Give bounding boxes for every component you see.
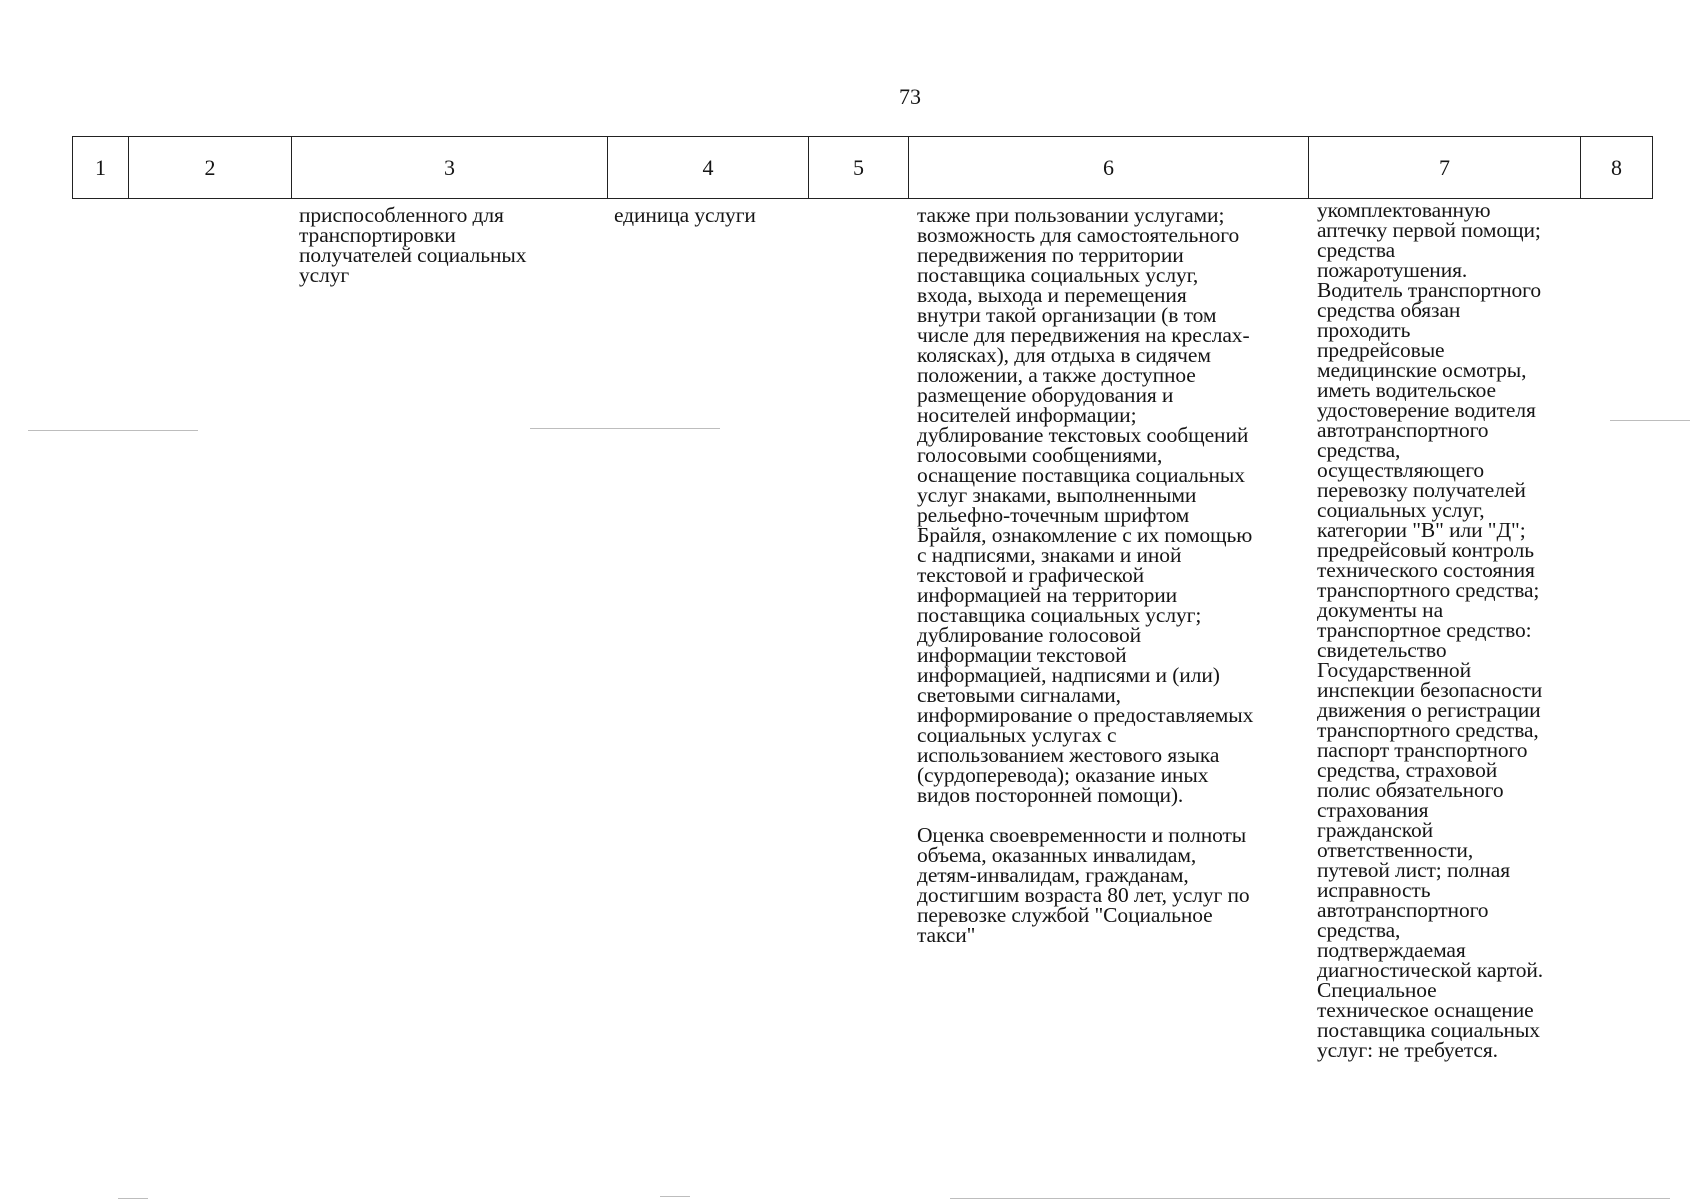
column-header-4: 4 xyxy=(608,137,809,198)
column-header-2: 2 xyxy=(129,137,292,198)
cell-col7-conditions: укомплектованную аптечку первой помощи; средства пожаротушения. Водитель транспортного средства обязан проходить предрейсовые медицинские осмотры, иметь водительское удостоверение водителя автотранспортного средства, осуществляющего перевозку получателей социальных услуг, категории "В" или "Д"; предрейсовый контроль технического состояния транспортного средства; документы на транспортное средство: свидетельство Государственной инспекции безопасности движения о регистрации транспортного средства, паспорт транспортного средства, страховой полис обязательного страхования гражданской ответственности, путевой лист; полная исправность автотранспортного средства, подтверждаемая диагностической картой. Специальное техническое оснащение поставщика социальных услуг: не требуется. xyxy=(1317,198,1544,1062)
scan-artifact xyxy=(660,1196,690,1197)
cell-col6-quality-indicators: также при пользовании услугами; возможность для самостоятельного передвижения по территории поставщика социальных услуг, входа, выхода и перемещения внутри такой организации (в том числе для передвижения на креслах- колясках), для отдыха в сидячем положении, а также доступное размещение оборудования и носителей информации; дублирование текстовых сообщений голосовыми сообщениями, оснащение поставщика социальных услуг знаками, выполненными рельефно-точечным шрифтом Брайля, ознакомление с их помощью с надписями, знаками и иной текстовой и графической информацией на территории поставщика социальных услуг; дублирование голосовой информации текстовой информацией, надписями и (или) световыми сигналами, информирование о предоставляемых социальных услугах с использованием жестового языка (сурдоперевода); оказание иных видов посторонней помощи). Оценка своевременности и полноты объема, оказанных инвалидам, детям-инвалидам, гражданам, достигшим возраста 80 лет, услуг по перевозке службой "Социальное такси" xyxy=(917,203,1254,947)
column-header-7: 7 xyxy=(1309,137,1581,198)
column-header-6: 6 xyxy=(909,137,1309,198)
column-header-8: 8 xyxy=(1611,154,1622,180)
scan-artifact xyxy=(530,428,720,429)
table-header-row xyxy=(72,136,1653,199)
page-number: 73 xyxy=(899,84,921,109)
column-header-3: 3 xyxy=(292,137,608,198)
scan-artifact xyxy=(950,1198,1670,1199)
column-header-5: 5 xyxy=(809,137,909,198)
scan-artifact xyxy=(118,1198,148,1199)
cell-col4-unit: единица услуги xyxy=(614,203,756,227)
column-header-1: 1 xyxy=(73,137,129,198)
scan-artifact xyxy=(28,430,198,431)
scan-artifact xyxy=(1610,420,1690,421)
cell-col3-service-description: приспособленного для транспортировки получателей социальных услуг xyxy=(299,203,527,287)
